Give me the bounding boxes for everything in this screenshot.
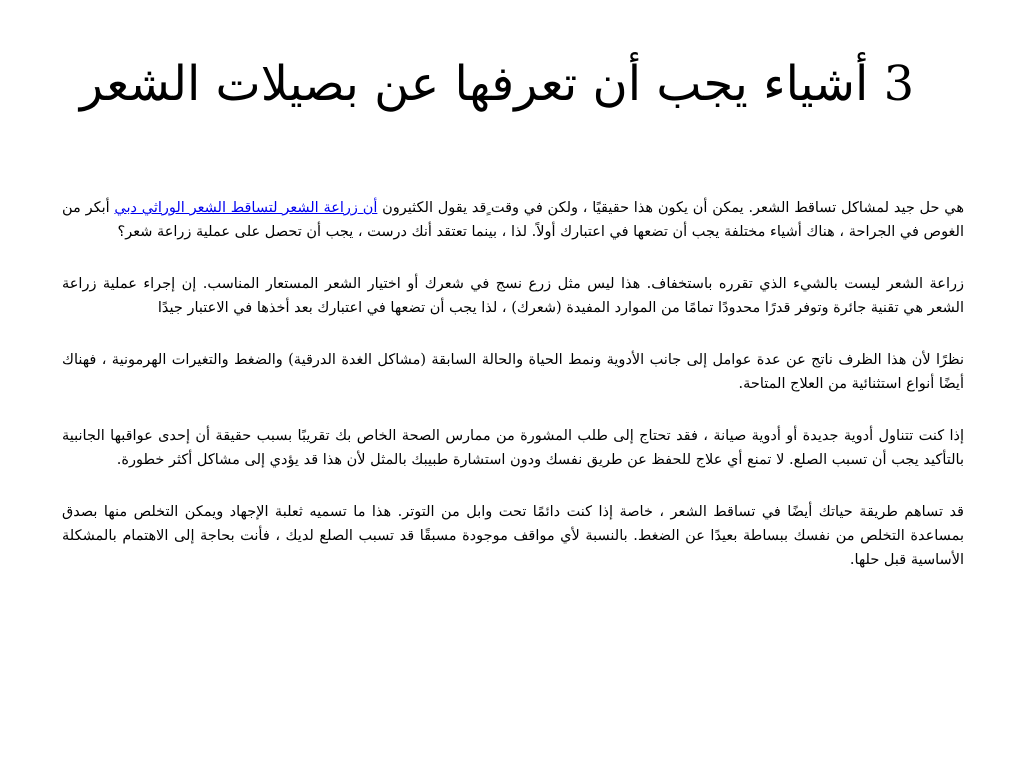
paragraph-lifestyle: قد تساهم طريقة حياتك أيضًا في تساقط الشعر ، خاصة إذا كنت دائمًا تحت وابل من التوتر. هذا ما تسميه ثعلبة الإجهاد ويمكن التخلص منها بصدق بمساعدة التخلص من نفسك ببساطة بعيدًا عن الضغط. بالنسبة لأي مواقف موجودة مسبقًا قد تسبب الصلع لديك ، فأنت بحاجة إلى الاهتمام بالمشكلة الأساسية قبل حلها. [62, 504, 964, 568]
slide-body [62, 196, 964, 600]
paragraph-transplant-decision: زراعة الشعر ليست بالشيء الذي تقرره باستخفاف. هذا ليس مثل زرع نسج في شعرك أو اختيار الشعر المستعار المناسب. إن إجراء عملية زراعة الشعر هي تقنية جائرة وتوفر قدرًا محدودًا تمامًا من الموارد المفيدة (شعرك) ، لذا يجب أن تضعها في اعتبارك بعد أخذها في الاعتبار جيدًا [62, 276, 964, 316]
paragraph-intro-text-before: هي حل جيد لمشاكل تساقط الشعر. يمكن أن يكون هذا حقيقيًا ، ولكن في وقت ٍقد يقول الكثيرون [377, 200, 964, 216]
paragraph-intro-text-after: أبكر من الغوص في الجراحة ، هناك أشياء مختلفة يجب أن تضعها في اعتبارك أولاً. لذا ، بينما تعتقد أنك درست ، يجب أن تحصل على عملية زراعة شعر؟ [62, 200, 964, 240]
slide-title: 3 أشياء يجب أن تعرفها عن بصيلات الشعر [79, 56, 915, 112]
paragraph-causes: نظرًا لأن هذا الظرف ناتج عن عدة عوامل إلى جانب الأدوية ونمط الحياة والحالة السابقة (مشاكل الغدة الدرقية) والضغط والتغيرات الهرمونية ، فهناك أيضًا أنواع استثنائية من العلاج المتاحة. [62, 352, 964, 392]
hair-transplant-dubai-link[interactable]: أن زراعة الشعر لتساقط الشعر الوراثي دبي [114, 200, 378, 216]
paragraph-medications: إذا كنت تتناول أدوية جديدة أو أدوية صيانة ، فقد تحتاج إلى طلب المشورة من ممارس الصحة الخاص بك تقريبًا بسبب حقيقة أن إحدى عواقبها الجانبية بالتأكيد يجب أن تسبب الصلع. لا تمنع أي علاج للحفظ عن طريق نفسك ودون استشارة طبيبك بالمثل لأن هذا قد يؤدي إلى مشاكل أكثر خطورة. [62, 428, 964, 468]
paragraph-intro [62, 196, 964, 244]
